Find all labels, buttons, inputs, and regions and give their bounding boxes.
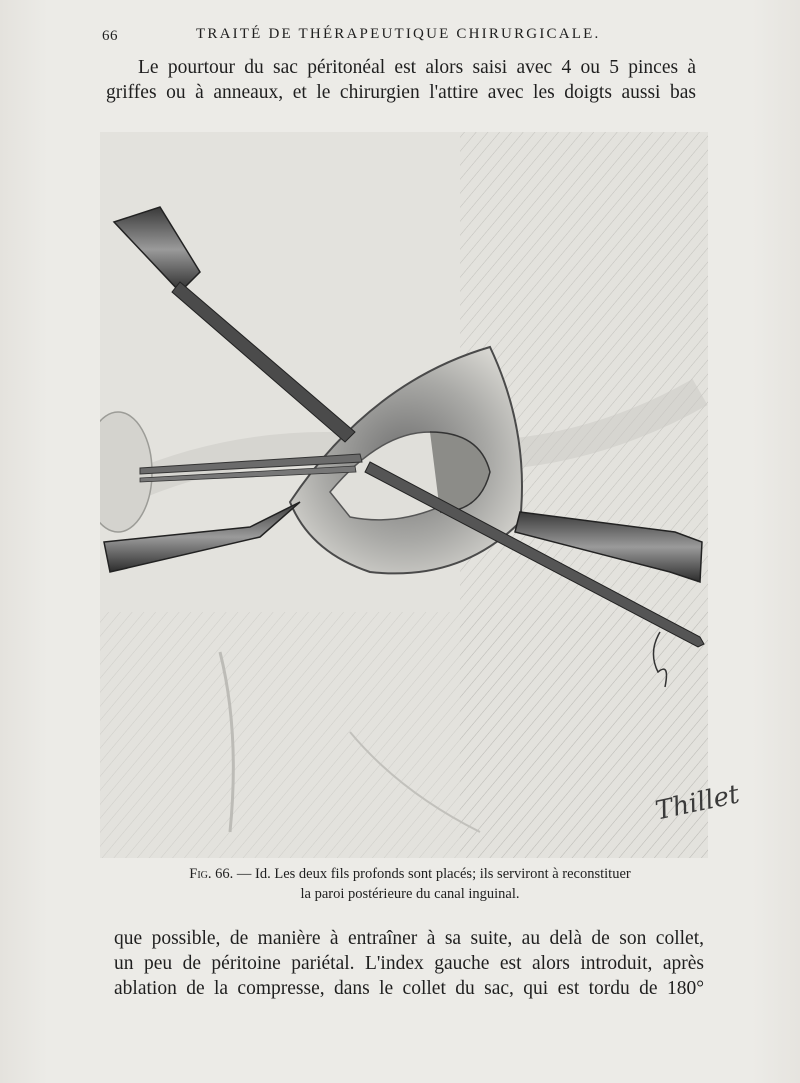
paragraph-line: ablation de la compresse, dans le collet du sac, qui est tordu de 180° xyxy=(114,978,704,999)
running-head xyxy=(102,22,702,46)
paragraph-line: Le pourtour du sac péritonéal est alors saisi avec 4 ou 5 pinces à xyxy=(138,57,696,78)
caption-line-2: la paroi postérieure du canal inguinal. xyxy=(300,886,520,902)
surgical-illustration xyxy=(100,132,708,858)
artist-signature: Thillet xyxy=(652,779,743,827)
paragraph-top xyxy=(106,55,696,105)
caption-text: — Id. Les deux fils profonds sont placés; ils serviront à reconstituer xyxy=(236,866,631,882)
paragraph-line: griffes ou à anneaux, et le chirurgien l'attire avec les doigts aussi bas xyxy=(106,82,696,103)
figure-label: Fig. 66. xyxy=(189,866,234,882)
paragraph-bottom xyxy=(114,926,704,1001)
paragraph-line: un peu de péritoine pariétal. L'index gauche est alors introduit, après xyxy=(114,953,704,974)
page-number: 66 xyxy=(102,28,118,44)
paragraph-line: que possible, de manière à entraîner à sa suite, au delà de son collet, xyxy=(114,928,704,949)
caption-line xyxy=(120,864,700,884)
book-title: TRAITÉ DE THÉRAPEUTIQUE CHIRURGICALE. xyxy=(196,26,601,42)
figure-caption xyxy=(120,864,700,904)
illustration-drawing xyxy=(100,132,708,858)
